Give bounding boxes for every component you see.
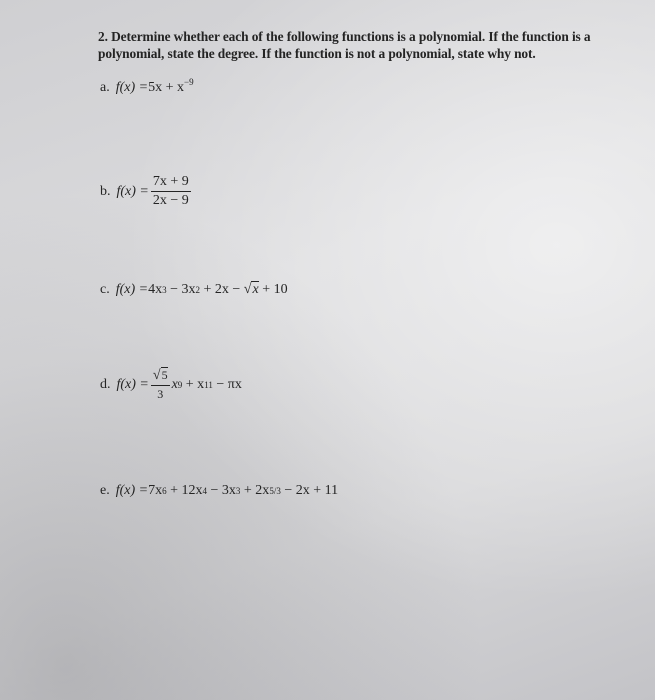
function-lhs-a: f(x) = [115,80,149,95]
sqrt-arg-d: 5 [161,368,168,382]
function-lhs-e: f(x) = [115,483,149,498]
denominator-d: 3 [157,387,164,401]
function-lhs-c: f(x) = [115,282,149,297]
term-c-4: + 10 [258,282,288,297]
fraction-d [151,368,170,402]
function-expression-a [148,77,194,96]
function-lhs-b: f(x) = [116,183,149,199]
problem-label-d: d. [100,377,111,392]
term-e-1: 7x [148,483,163,498]
problem-c: c. f(x) = 4x 3 − 3x 2 + 2x − √x + 10 [100,282,288,297]
denominator-b: 2x − 9 [152,193,189,208]
term-e-4: + 2x [240,483,270,498]
sqrt-c [244,282,259,298]
problem-a [100,77,194,96]
problem-label-b: b. [100,183,111,199]
problem-label-e: e. [100,483,110,498]
numerator-d [151,368,170,386]
problem-e: e. f(x) = 7x 6 + 12x 4 − 3x 3 + 2x 5/3 − 2x + 11 [100,483,339,498]
numerator-b: 7x + 9 [151,174,191,192]
problem-label-c: c. [100,282,110,297]
problem-label-a: a. [100,80,110,95]
sqrt-sign-d: √ [152,368,161,383]
term-c-3: + 2x − [200,282,244,297]
question-instruction: 2. Determine whether each of the following functions is a polynomial. If the function is a polynomial, state the degree. If the function is not a polynomial, state why not. [98,29,591,61]
term-d-2: + x [182,377,205,392]
term-d-3: − πx [212,377,242,392]
term-d-1: x [171,377,178,392]
sqrt-arg-c: x [252,282,259,297]
exponent-a: −9 [184,77,194,87]
term-c-1: 4x [148,282,163,297]
term-e-5: − 2x + 11 [280,483,339,498]
problem-b [100,174,193,209]
expression-a-terms: 5x + x [148,80,184,95]
term-c-2: − 3x [166,282,196,297]
problem-d: d. f(x) = $\frac{√5}{3}$ x 9 + x 11 − πx [100,368,242,401]
term-e-3: − 3x [207,483,236,498]
fraction-b [151,174,191,209]
sqrt-d [153,368,168,384]
sqrt-sign-c: √ [243,282,252,297]
term-e-2: + 12x [166,483,203,498]
function-lhs-d: f(x) = [116,377,149,392]
